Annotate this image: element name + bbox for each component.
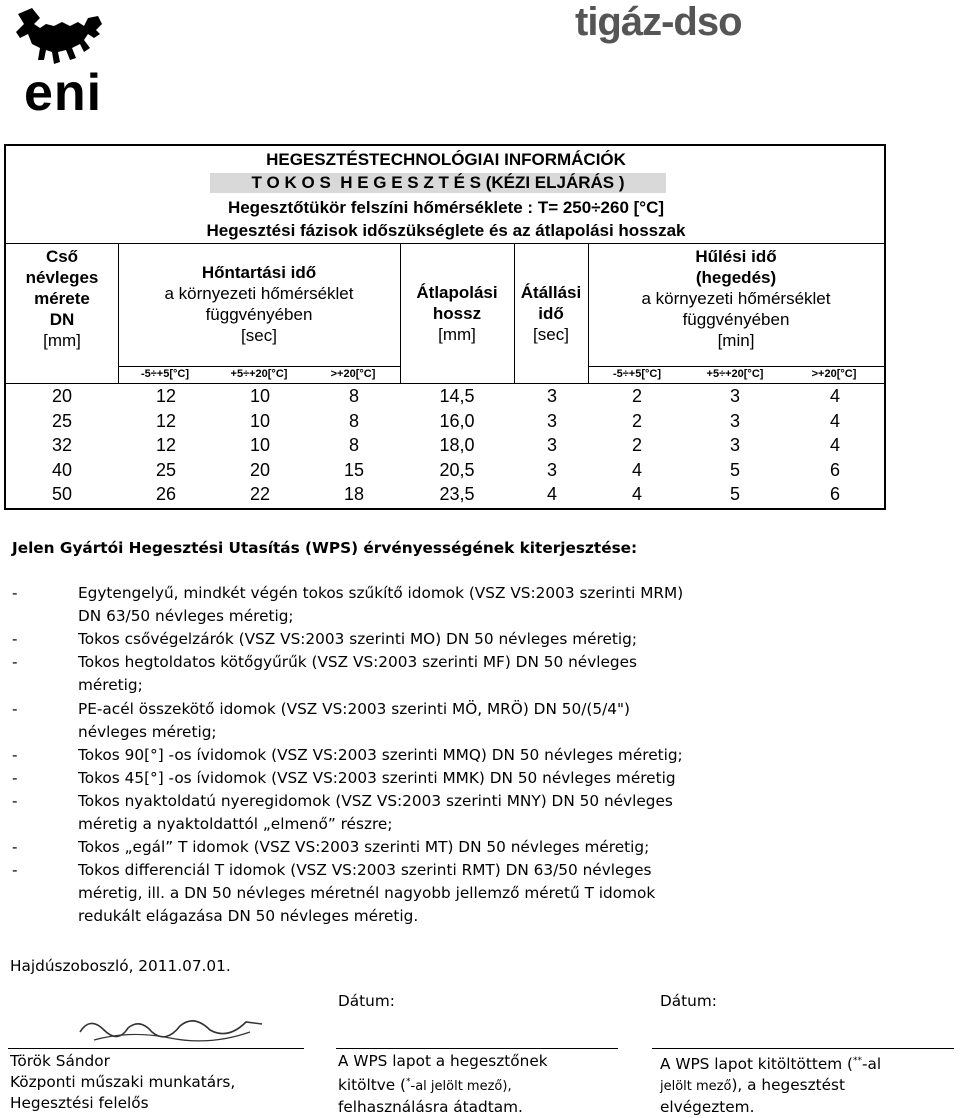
list-item: Tokos hegtoldatos kötőgyűrűk (VSZ VS:2003 szerinti MF) DN 50 névleges — [78, 653, 638, 672]
wps-list — [0, 582, 960, 932]
list-item: méretig, ill. a DN 50 névleges méretnél nagyobb jellemző méretű T idomok — [78, 884, 656, 903]
list-bullet: - — [12, 791, 18, 810]
table-cell: 4 — [631, 459, 642, 480]
table-cell: 14,5 — [439, 386, 475, 406]
list-item: Egytengelyű, mindkét végén tokos szűkítő idomok (VSZ VS:2003 szerinti MRM) — [78, 584, 684, 602]
table-rule — [6, 383, 884, 384]
range-header: +5÷+20[°C] — [230, 368, 288, 380]
range-header: +5÷+20[°C] — [706, 368, 764, 380]
list-item: Tokos differenciál T idomok (VSZ VS:2003 szerinti RMT) DN 63/50 névleges — [78, 861, 652, 880]
table-title: HEGESZTÉSTECHNOLÓGIAI INFORMÁCIÓK — [266, 150, 626, 169]
list-item: DN 63/50 névleges méretig; — [78, 607, 294, 626]
welding-info-table — [4, 144, 886, 510]
datum-label-1: Dátum: — [338, 992, 395, 1010]
list-bullet: - — [12, 584, 18, 602]
table-cell: 10 — [249, 435, 271, 455]
list-bullet: - — [12, 838, 18, 857]
list-item: PE-acél összekötő idomok (VSZ VS:2003 szerinti MÖ, MRÖ) DN 50/(5/4") — [78, 699, 630, 718]
range-header: >+20[°C] — [811, 368, 857, 380]
table-cell: 23,5 — [439, 484, 475, 504]
table-cell: 8 — [348, 435, 359, 455]
signer-role: Központi műszaki munkatárs, — [10, 1073, 236, 1091]
list-item: Tokos „egál” T idomok (VSZ VS:2003 szerinti MT) DN 50 névleges méretig; — [78, 838, 650, 857]
list-item: méretig; — [78, 676, 143, 695]
table-cell: 12 — [155, 386, 177, 406]
signer-block-2: A WPS lapot a hegesztőnek kitöltve (*-al jelölt mező), felhasználásra átadtam. — [338, 1052, 548, 1117]
table-cell: 3 — [729, 435, 740, 455]
list-item: Tokos nyaktoldatú nyeregidomok (VSZ VS:2003 szerinti MNY) DN 50 névleges — [78, 791, 673, 810]
table-cell: 4 — [829, 410, 840, 431]
table-cell: 5 — [729, 459, 740, 480]
mirror-temperature-line: Hegesztőtükör felszíni hőmérséklete : T= 250÷260 [°C] — [227, 198, 665, 217]
table-cell: 32 — [51, 435, 73, 455]
datum-label-2: Dátum: — [660, 992, 717, 1010]
table-cell: 20 — [249, 459, 271, 480]
eni-logo — [10, 4, 106, 120]
table-cell: 8 — [348, 386, 359, 406]
table-cell: 18 — [343, 484, 365, 504]
list-bullet: - — [12, 861, 18, 880]
signature — [70, 1010, 270, 1050]
table-cell: 6 — [829, 484, 840, 504]
list-bullet: - — [12, 768, 18, 787]
table-cell: 4 — [829, 435, 840, 455]
table-cell: 2 — [631, 435, 642, 455]
table-cell: 3 — [546, 435, 557, 455]
header-atlapolasi: Átlapolási hossz [mm] — [416, 283, 498, 344]
table-cell: 50 — [51, 484, 73, 504]
table-cell: 3 — [546, 410, 557, 431]
header-hulesi: Hűlési idő (hegedés) a környezeti hőmérséklet függvényében [min] — [641, 247, 831, 350]
place-date: Hajdúszoboszló, 2011.07.01. — [10, 957, 231, 975]
signer-block-3: A WPS lapot kitöltöttem (**-al jelölt mező), a hegesztést elvégeztem. — [660, 1055, 882, 1117]
table-cell: 25 — [51, 410, 73, 431]
table-cell: 8 — [348, 410, 359, 431]
table-cell: 4 — [546, 484, 557, 504]
tigaz-dso-logo — [575, 0, 775, 48]
eni-logo-text: eni — [24, 64, 103, 122]
table-cell: 20 — [51, 386, 73, 406]
phase-time-line: Hegesztési fázisok időszükséglete és az átlapolási hosszak — [206, 221, 686, 240]
table-cell: 15 — [343, 459, 365, 480]
list-item: Tokos 90[°] -os ívidomok (VSZ VS:2003 szerinti MMQ) DN 50 névleges méretig; — [78, 745, 683, 764]
table-cell: 25 — [155, 459, 177, 480]
signature-line-3 — [652, 1048, 954, 1049]
list-bullet: - — [12, 630, 18, 649]
signature-line-1 — [8, 1048, 304, 1049]
table-cell: 4 — [631, 484, 642, 504]
table-cell: 2 — [631, 410, 642, 431]
signer-block-1 — [10, 1051, 235, 1114]
table-cell: 26 — [155, 484, 177, 504]
range-header: -5÷+5[°C] — [140, 368, 190, 380]
list-bullet: - — [12, 699, 18, 718]
range-header: -5÷+5[°C] — [612, 368, 662, 380]
signer-function: Hegesztési felelős — [10, 1094, 149, 1112]
table-cell: 22 — [249, 484, 271, 504]
header-atallasi: Átállási idő [sec] — [520, 283, 582, 344]
table-cell: 40 — [51, 459, 73, 480]
signature-line-2 — [336, 1048, 618, 1049]
list-item: Tokos 45[°] -os ívidomok (VSZ VS:2003 szerinti MMK) DN 50 névleges méretig — [78, 768, 676, 787]
table-cell: 3 — [729, 386, 740, 406]
table-cell: 18,0 — [439, 435, 475, 455]
list-bullet: - — [12, 745, 18, 764]
header-dn: Cső névleges mérete DN [mm] — [25, 247, 99, 350]
table-cell: 3 — [546, 386, 557, 406]
header-hontartasi: Hőntartási idő a környezeti hőmérséklet függvényében [sec] — [164, 263, 354, 345]
signer-name: Török Sándor — [10, 1052, 110, 1070]
list-bullet: - — [12, 653, 18, 672]
list-item: Tokos csővégelzárók (VSZ VS:2003 szerinti MO) DN 50 névleges méretig; — [78, 630, 638, 649]
table-cell: 6 — [829, 459, 840, 480]
wps-heading: Jelen Gyártói Hegesztési Utasítás (WPS) érvényességének kiterjesztése: — [12, 539, 638, 557]
table-cell: 4 — [829, 386, 840, 406]
table-rule — [118, 366, 400, 367]
table-cell: 16,0 — [439, 410, 475, 431]
range-header: >+20[°C] — [330, 368, 376, 380]
list-item: redukált elágazása DN 50 névleges méretig. — [78, 907, 419, 926]
table-cell: 5 — [729, 484, 740, 504]
table-cell: 3 — [729, 410, 740, 431]
table-cell: 3 — [546, 459, 557, 480]
table-rule — [6, 243, 884, 244]
tigaz-dso-logo-text: tigáz-dso — [575, 0, 742, 44]
table-cell: 10 — [249, 386, 271, 406]
table-cell: 12 — [155, 410, 177, 431]
table-subtitle: T O K O S H E G E S Z T É S (KÉZI ELJÁRÁS ) — [210, 173, 666, 193]
list-item: méretig a nyaktoldattól „elmenő” részre; — [78, 815, 393, 833]
table-cell: 2 — [631, 386, 642, 406]
table-cell: 12 — [155, 435, 177, 455]
list-item: névleges méretig; — [78, 722, 217, 741]
table-cell: 20,5 — [439, 459, 475, 480]
table-cell: 10 — [249, 410, 271, 431]
table-rule — [588, 366, 884, 367]
